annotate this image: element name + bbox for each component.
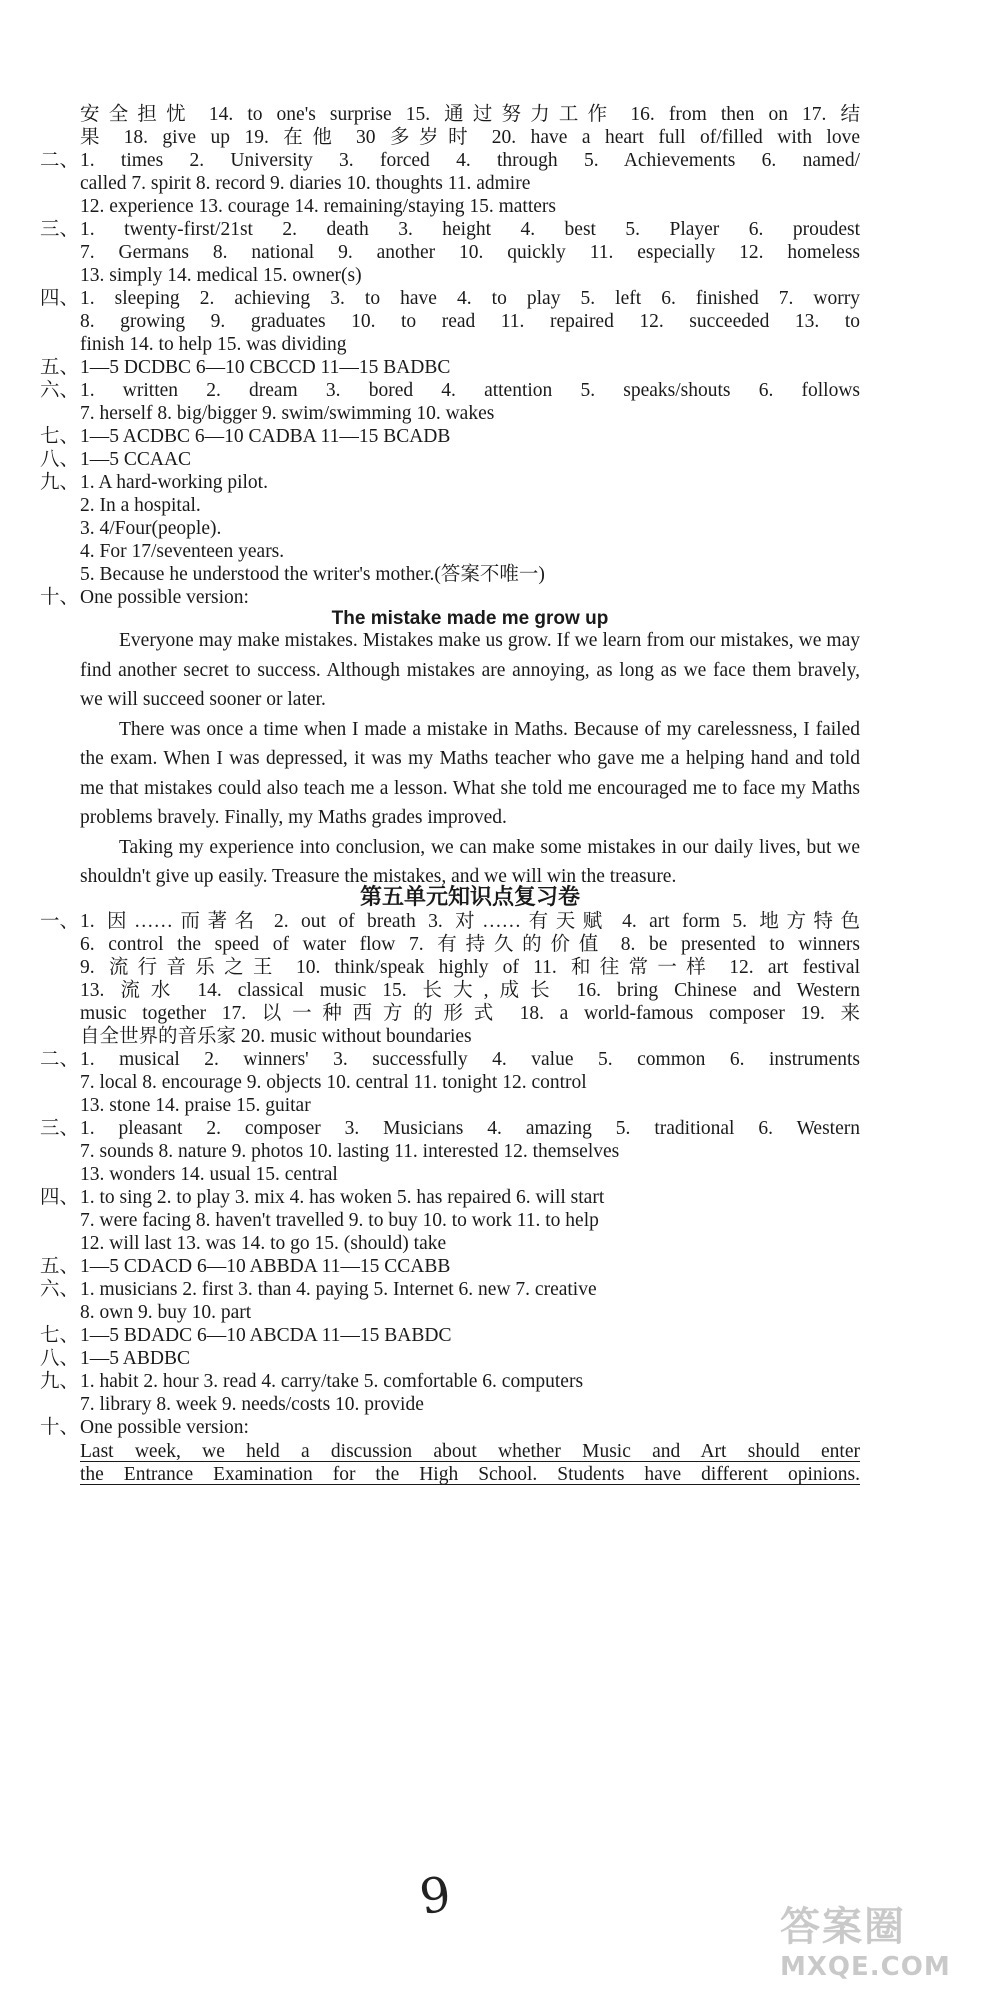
- watermark-logo: [780, 1895, 990, 2005]
- answer-page: 安全担忧 14. to one's surprise 15. 通过努力工作 16. from then on 17. 结 果 18. give up 19. 在他 30 多岁时 20. have a heart full of/filled with love 二、 1. times 2. University 3. forced 4. through 5. Achievements 6. named/ called 7. spirit 8. record 9. diaries 10. thoughts 11. admire 12. experience 13. courage 14. remaining/staying 15. matters 三、 1. twenty-first/21st 2. death 3. height 4. best 5. Player 6. proudest 7. Germans 8. national 9. another 10. quickly 11. especially 12. homeless 13. simply 14. medical 15. owner(s) 四、 1. sleeping 2. achieving 3. to have 4. to play 5. left 6. finished 7. worry 8. growing 9. graduates 10. to read 11. repaired 12. succeeded 13. to finish 14. to help 15. was dividing 五、 1—5 DCDBC 6—10 CBCCD 11—15 BADBC 六、 1. written 2. dream 3. bored 4. attention 5. speaks/shouts 6. follows 7. herself 8. big/bigger 9. swim/swimming 10. wakes 七、 1—5 ACDBC 6—10 CADBA 11—15 BCADB 八、 1—5 CCAAC 九、 1. A hard-working pilot. 2. In a hospital. 3. 4/Four(people). 4. For 17/seventeen years. 5. Because he understood the writer's mother.(答案不唯一) 十、 One possible version: The mistake made me grow up Everyone may make mistakes. Mistakes make us grow. If we learn from our mistakes, we may find another secret to success. Although mistakes are annoying, as long as we face them bravely, we will succeed sooner or later. There was once a time when I made a mistake in Maths. Because of my carelessness, I failed the exam. When I was depressed, it was my Maths teacher who gave me a helping hand and told me that mistakes could also teach me a lesson. What she told me encouraged me to face my Maths problems bravely. Finally, my Maths grades improved. Taking my experience into conclusion, we can make some mistakes in our daily lives, but we shouldn't give up easily. Treasure the mistakes, and we will win the treasure. 第五单元知识点复习卷 一、 1. 因……而著名 2. out of breath 3. 对……有天赋 4. art form 5. 地方特色 6. control the speed of water flow 7. 有持久的价值 8. be presented to winners 9. 流行音乐之王 10. think/speak highly of 11. 和往常一样 12. art festival 13. 流水 14. classical music 15. 长大,成长 16. bring Chinese and Western music together 17. 以一种西方的形式 18. a world-famous composer 19. 来 自全世界的音乐家 20. music without boundaries 二、 1. musical 2. winners' 3. successfully 4. value 5. common 6. instruments 7. local 8. encourage 9. objects 10. central 11. tonight 12. control 13. stone 14. praise 15. guitar 三、 1. pleasant 2. composer 3. Musicians 4. amazing 5. traditional 6. Western 7. sounds 8. nature 9. photos 10. lasting 11. interested 12. themselves 13. wonders 14. usual 15. central 四、 1. to sing 2. to play 3. mix 4. has woken 5. has repaired 6. will start 7. were facing 8. haven't travelled 9. to buy 10. to work 11. to help 12. will last 13. was 14. to go 15. (should) take 五、 1—5 CDACD 6—10 ABBDA 11—15 CCABB 六、 1. musicians 2. first 3. than 4. paying 5. Internet 6. new 7. creative 8. own 9. buy 10. part 七、 1—5 BDADC 6—10 ABCDA 11—15 BABDC 八、 1—5 ABDBC 九、 1. habit 2. hour 3. read 4. carry/take 5. comfortable 6. computers 7. library 8. week 9. needs/costs 10. provide 十、 One possible version: Last week, we held a discussion about whether Music and Art should enter the Entrance Examination for the High School. Students have different opinions. 9 答案圈 MXQE.COM: [0, 0, 1000, 2009]
- essay-paragraph: Taking my experience into conclusion, we can make some mistakes in our daily lives, but we shouldn't give up easily. Treasure the mistakes, and we will win the treasure.: [80, 836, 860, 887]
- essay-paragraph: There was once a time when I made a mistake in Maths. Because of my carelessness, I failed the exam. When I was depressed, it was my Maths teacher who gave me a helping hand and told me that mistakes could also teach me a lesson. What she told me encouraged me to face my Maths problems bravely. Finally, my Maths grades improved.: [80, 718, 860, 828]
- essay-title: The mistake made me grow up: [331, 608, 609, 629]
- section-title: 第五单元知识点复习卷: [359, 885, 580, 910]
- watermark-text: 答案圈: [780, 1904, 906, 1950]
- essay-paragraph: Everyone may make mistakes. Mistakes make us grow. If we learn from our mistakes, we may find another secret to success. Although mistakes are annoying, as long as we face them bravely, we will succeed sooner or later.: [80, 630, 860, 710]
- watermark-url: MXQE.COM: [780, 1952, 951, 1982]
- page-number: 9: [416, 1866, 455, 1926]
- essay-body: [80, 626, 860, 892]
